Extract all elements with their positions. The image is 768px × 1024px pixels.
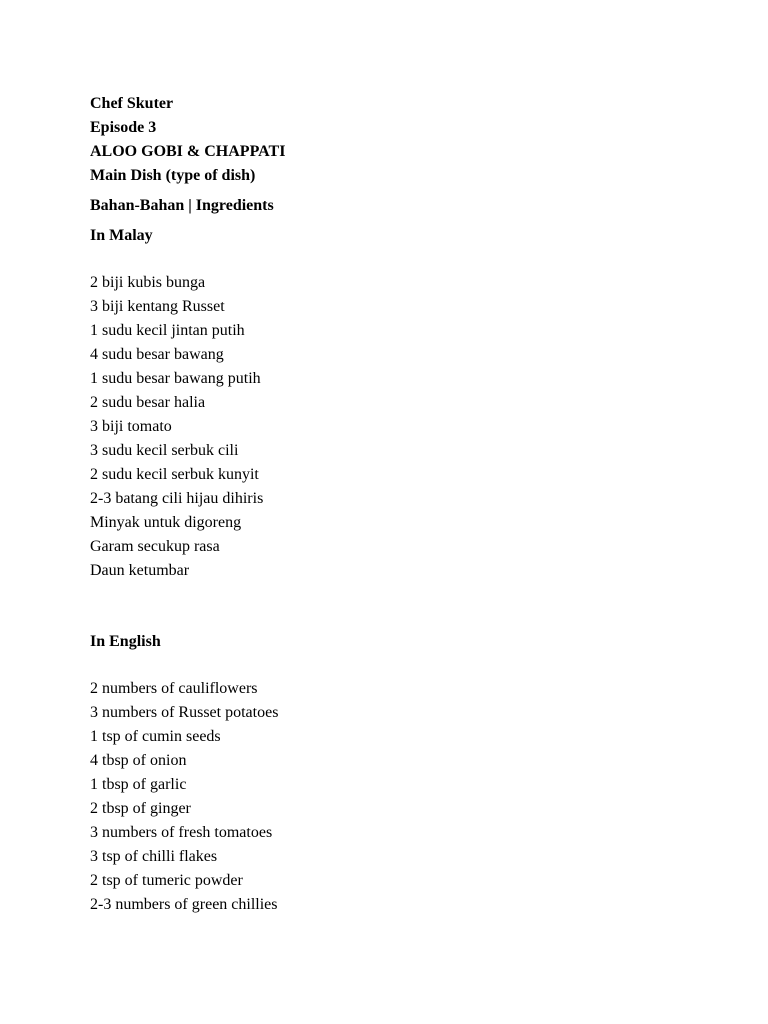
ingredient-item: 2 sudu kecil serbuk kunyit	[90, 466, 259, 483]
ingredient-item: 3 sudu kecil serbuk cili	[90, 442, 239, 459]
english-heading: In English	[90, 633, 161, 650]
ingredient-item: Garam secukup rasa	[90, 538, 220, 555]
ingredient-item: 4 tbsp of onion	[90, 752, 187, 769]
ingredient-item: 4 sudu besar bawang	[90, 346, 224, 363]
ingredient-item: 1 sudu kecil jintan putih	[90, 322, 245, 339]
ingredient-item: Minyak untuk digoreng	[90, 514, 242, 531]
ingredient-item: 2-3 numbers of green chillies	[90, 896, 278, 913]
malay-ingredient-list	[90, 271, 730, 583]
ingredient-item: 3 tsp of chilli flakes	[90, 848, 218, 865]
ingredient-item: 1 sudu besar bawang putih	[90, 370, 261, 387]
ingredient-item: 2 sudu besar halia	[90, 394, 206, 411]
spacer	[90, 654, 730, 677]
ingredients-heading: Bahan-Bahan | Ingredients	[90, 197, 274, 214]
ingredient-item: Daun ketumbar	[90, 562, 190, 579]
malay-heading: In Malay	[90, 227, 153, 244]
ingredient-item: 3 biji kentang Russet	[90, 298, 225, 315]
dish-type: Main Dish (type of dish)	[90, 167, 256, 184]
ingredient-item: 2-3 batang cili hijau dihiris	[90, 490, 264, 507]
chef-name: Chef Skuter	[90, 95, 174, 112]
ingredient-item: 2 numbers of cauliflowers	[90, 680, 258, 697]
ingredient-item: 3 numbers of fresh tomatoes	[90, 824, 273, 841]
recipe-title: ALOO GOBI & CHAPPATI	[90, 143, 286, 160]
spacer	[90, 583, 730, 630]
episode-label: Episode 3	[90, 119, 157, 136]
english-ingredient-list	[90, 677, 730, 917]
ingredient-item: 1 tbsp of garlic	[90, 776, 187, 793]
spacer	[90, 248, 730, 271]
ingredient-item: 3 numbers of Russet potatoes	[90, 704, 279, 721]
ingredient-item: 2 biji kubis bunga	[90, 274, 206, 291]
ingredient-item: 3 biji tomato	[90, 418, 172, 435]
ingredient-item: 2 tsp of tumeric powder	[90, 872, 243, 889]
ingredient-item: 2 tbsp of ginger	[90, 800, 191, 817]
ingredient-item: 1 tsp of cumin seeds	[90, 728, 221, 745]
document-page	[90, 92, 730, 917]
